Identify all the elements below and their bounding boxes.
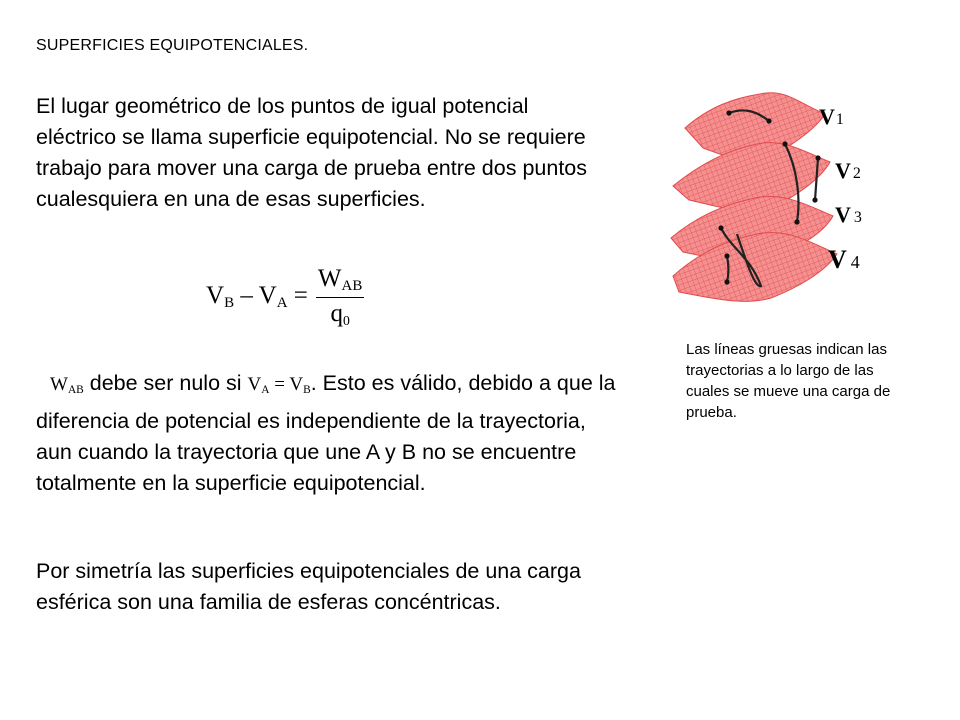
label-v2: V 2	[835, 158, 861, 183]
figure-caption: Las líneas gruesas indican las trayectorias a lo largo de las cuales se mueve una carga de prueba.	[686, 341, 891, 421]
work-over-charge-fraction: $\frac{W_{AB}}{q_0}$	[317, 265, 363, 329]
label-v4: V 4	[828, 245, 860, 274]
paragraph-symmetry: Por simetría las superficies equipotenciales de una carga esférica son una familia de esferas concéntricas.	[36, 559, 581, 614]
label-v1: V1	[819, 104, 844, 129]
equal-potential-condition: $V_A = V_B$	[247, 374, 311, 396]
equipotential-surfaces-figure	[665, 88, 885, 318]
slide-heading: SUPERFICIES EQUIPOTENCIALES.	[36, 37, 309, 54]
label-v3: V 3	[835, 202, 862, 227]
paragraph-null-work: $W_{AB}$ debe ser nulo si $V_A = V_B$. Esto es válido, debido a que la diferencia de potencial es independiente de la trayectoria, aun cuando la trayectoria que une A y B no se encuentre totalmente en la superficie equipotencial.	[36, 371, 616, 495]
work-symbol: $W_{AB}$	[50, 374, 84, 396]
paragraph-definition: El lugar geométrico de los puntos de igual potencial eléctrico se llama superficie equipotencial. No se requiere trabajo para mover una carga de prueba entre dos puntos cualesquiera en una de esas superficies.	[36, 94, 588, 211]
potential-difference-equation: $V_B - V_A$ = $\frac{W_{AB}}{q_0}$	[206, 265, 363, 329]
